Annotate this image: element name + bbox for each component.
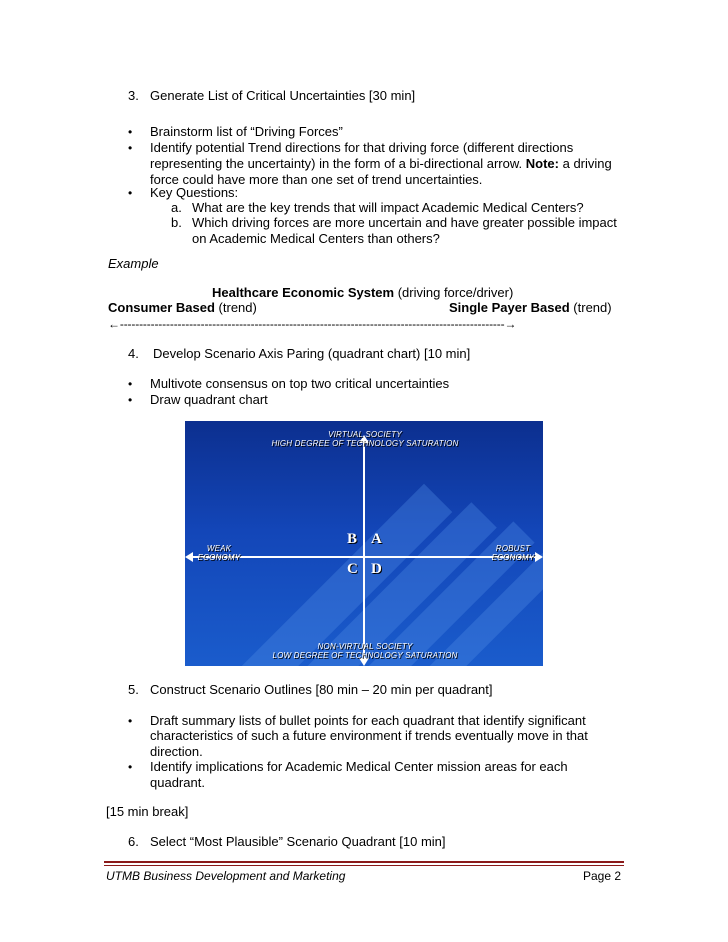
section-5-bullet-2-line-1: Identify implications for Academic Medical Center mission areas for each [150, 759, 568, 774]
quadrant-c-label: C [347, 561, 358, 577]
question-b-line-2: on Academic Medical Centers than others? [192, 231, 440, 246]
section-5-title: Construct Scenario Outlines [80 min – 20 min per quadrant] [150, 682, 493, 697]
page-number: Page 2 [583, 869, 622, 883]
section-6-title: Select “Most Plausible” Scenario Quadrant [10 min] [150, 834, 446, 849]
section-3-bullet-2-line-1: Identify potential Trend directions for that driving force (different directions [150, 140, 574, 155]
section-5-bullet-1-line-2: characteristics of such a future environment if trends eventually move in that [150, 728, 588, 743]
left-axis-label: WEAK ECONOMY [197, 544, 241, 562]
bullet-icon: • [128, 125, 133, 139]
section-3-title: Generate List of Critical Uncertainties [30 min] [150, 88, 416, 103]
footer-left-text: UTMB Business Development and Marketing [106, 869, 346, 883]
question-b-marker: b. [171, 215, 182, 230]
note-label: Note: [525, 156, 559, 171]
bullet-icon: • [128, 377, 133, 391]
quadrant-d-label: D [371, 561, 382, 577]
section-4-bullet-1: Multivote consensus on top two critical uncertainties [150, 376, 450, 391]
bullet-icon: • [128, 714, 133, 728]
quadrant-chart [185, 421, 543, 666]
question-b-line-1: Which driving forces are more uncertain and have greater possible impact [192, 215, 617, 230]
section-5-bullet-1-line-3: direction. [150, 744, 203, 759]
example-right-trend: Single Payer Based (trend) [449, 300, 612, 315]
example-heading: Healthcare Economic System (driving force/driver) [212, 285, 514, 300]
bidirectional-arrow: ←----------------------------------------------------------------------------------------------------→ [108, 317, 517, 331]
vertical-axis [363, 441, 365, 664]
bottom-axis-label: NON-VIRTUAL SOCIETY LOW DEGREE OF TECHNOLOGY SATURATION [272, 642, 458, 660]
section-3-bullet-2-line-3: force could have more than one set of trend uncertainties. [150, 172, 483, 187]
bullet-icon: • [128, 760, 133, 774]
section-3-bullet-3: Key Questions: [150, 185, 239, 200]
quadrant-a-label: A [371, 531, 382, 547]
footer-rule [104, 861, 624, 863]
question-a-marker: a. [171, 200, 182, 215]
quadrant-b-label: B [347, 531, 358, 547]
section-4-number: 4. [128, 346, 139, 361]
footer-rule [104, 865, 624, 866]
break-note: [15 min break] [106, 804, 189, 819]
right-axis-label: ROBUST ECONOMY [491, 544, 535, 562]
section-3-bullet-2-line-2: representing the uncertainty) in the form of a bi-directional arrow. Note: a driving [150, 156, 612, 171]
section-3-bullet-1: Brainstorm list of “Driving Forces” [150, 124, 343, 139]
section-5-bullet-1-line-1: Draft summary lists of bullet points for each quadrant that identify significant [150, 713, 586, 728]
example-label: Example [108, 256, 159, 271]
section-5-number: 5. [128, 682, 139, 697]
section-6-number: 6. [128, 834, 139, 849]
bullet-icon: • [128, 141, 133, 155]
section-5-bullet-2-line-2: quadrant. [150, 775, 205, 790]
bullet-icon: • [128, 186, 133, 200]
question-a-text: What are the key trends that will impact Academic Medical Centers? [192, 200, 584, 215]
top-axis-label: VIRTUAL SOCIETY HIGH DEGREE OF TECHNOLOGY SATURATION [271, 430, 459, 448]
section-3-number: 3. [128, 88, 139, 103]
section-4-bullet-2: Draw quadrant chart [150, 392, 268, 407]
bullet-icon: • [128, 393, 133, 407]
section-4-title: Develop Scenario Axis Paring (quadrant chart) [10 min] [153, 346, 471, 361]
example-left-trend: Consumer Based (trend) [108, 300, 257, 315]
